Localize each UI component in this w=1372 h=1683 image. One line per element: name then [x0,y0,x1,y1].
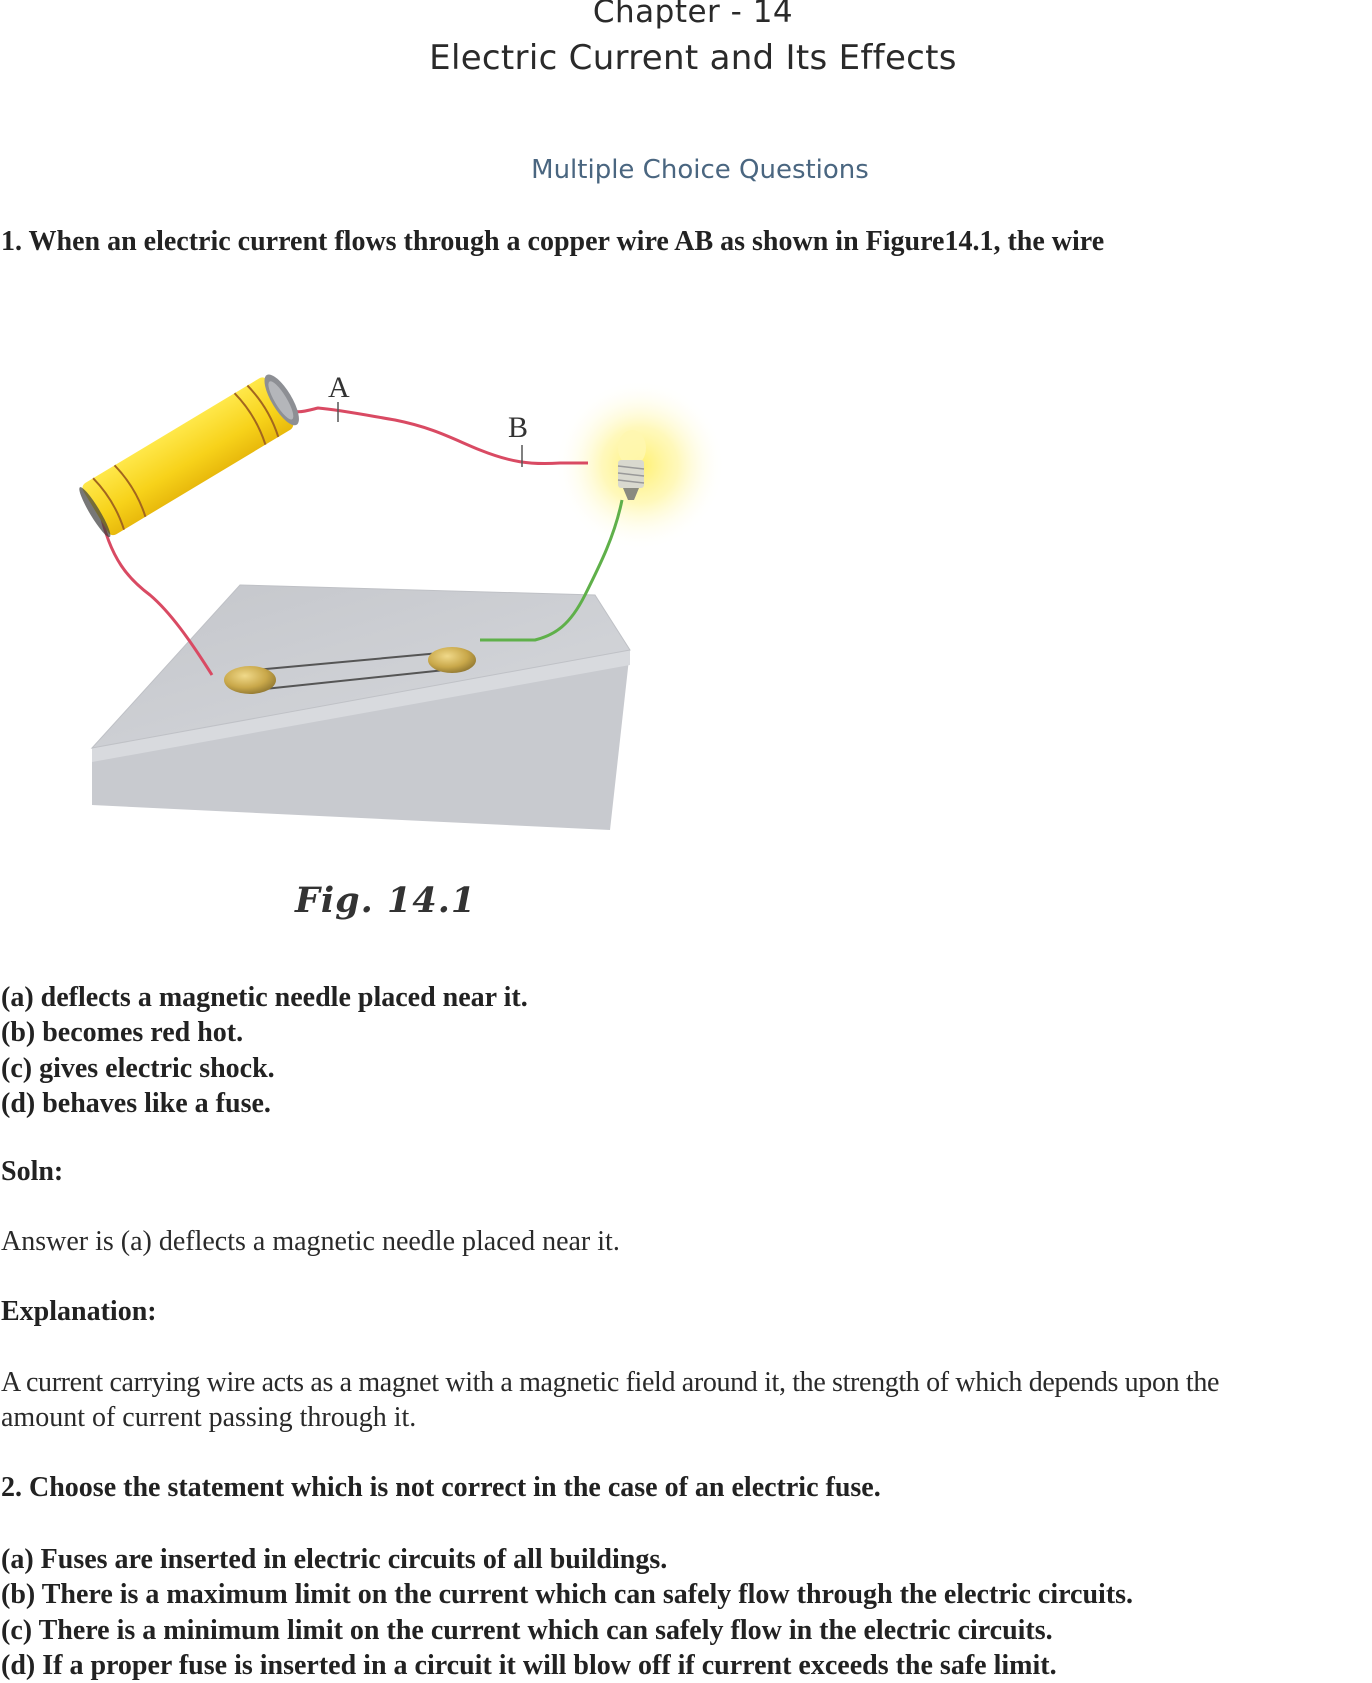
option-d: (d) behaves like a fuse. [1,1087,271,1119]
question-2-options [1,1542,1133,1683]
question-1-stem: 1. When an electric current flows through a copper wire AB as shown in Figure14.1, the wire [1,226,1105,257]
explanation-line-1: A current carrying wire acts as a magnet with a magnetic field around it, the strength of which depends upon the [1,1367,1220,1398]
figure-14-1 [40,350,760,910]
option-c: (c) gives electric shock. [1,1052,275,1084]
battery-cell-icon [75,369,306,540]
question-1-options [1,980,528,1121]
label-a: A [328,371,350,404]
chapter-number: Chapter - 14 [592,0,794,30]
option-b: (b) There is a maximum limit on the current which can safely flow through the electric circuits. [1,1579,1134,1611]
terminal-right-icon [428,647,476,673]
explanation-label: Explanation: [1,1296,157,1327]
wire-red-lower [100,510,212,675]
option-c: (c) There is a minimum limit on the current which can safely flow in the electric circuits. [1,1614,1053,1646]
option-d: (d) If a proper fuse is inserted in a circuit it will blow off if current exceeds the safe limit. [1,1649,1057,1681]
wooden-board-icon [92,585,630,830]
option-a: (a) Fuses are inserted in electric circuits of all buildings. [1,1544,668,1575]
terminal-left-icon [224,666,276,694]
label-b: B [508,411,529,444]
solution-label: Soln: [1,1156,64,1187]
figure-caption: Fig. 14.1 [295,880,477,921]
copper-wire-ab [285,402,588,467]
answer-text: Answer is (a) deflects a magnetic needle placed near it. [1,1226,620,1257]
explanation-line-2: amount of current passing through it. [1,1402,417,1433]
chapter-title: Electric Current and Its Effects [429,38,957,78]
option-b: (b) becomes red hot. [1,1017,244,1049]
section-heading: Multiple Choice Questions [531,155,869,185]
option-a: (a) deflects a magnetic needle placed near it. [1,982,528,1013]
question-2-stem: 2. Choose the statement which is not correct in the case of an electric fuse. [1,1472,881,1503]
